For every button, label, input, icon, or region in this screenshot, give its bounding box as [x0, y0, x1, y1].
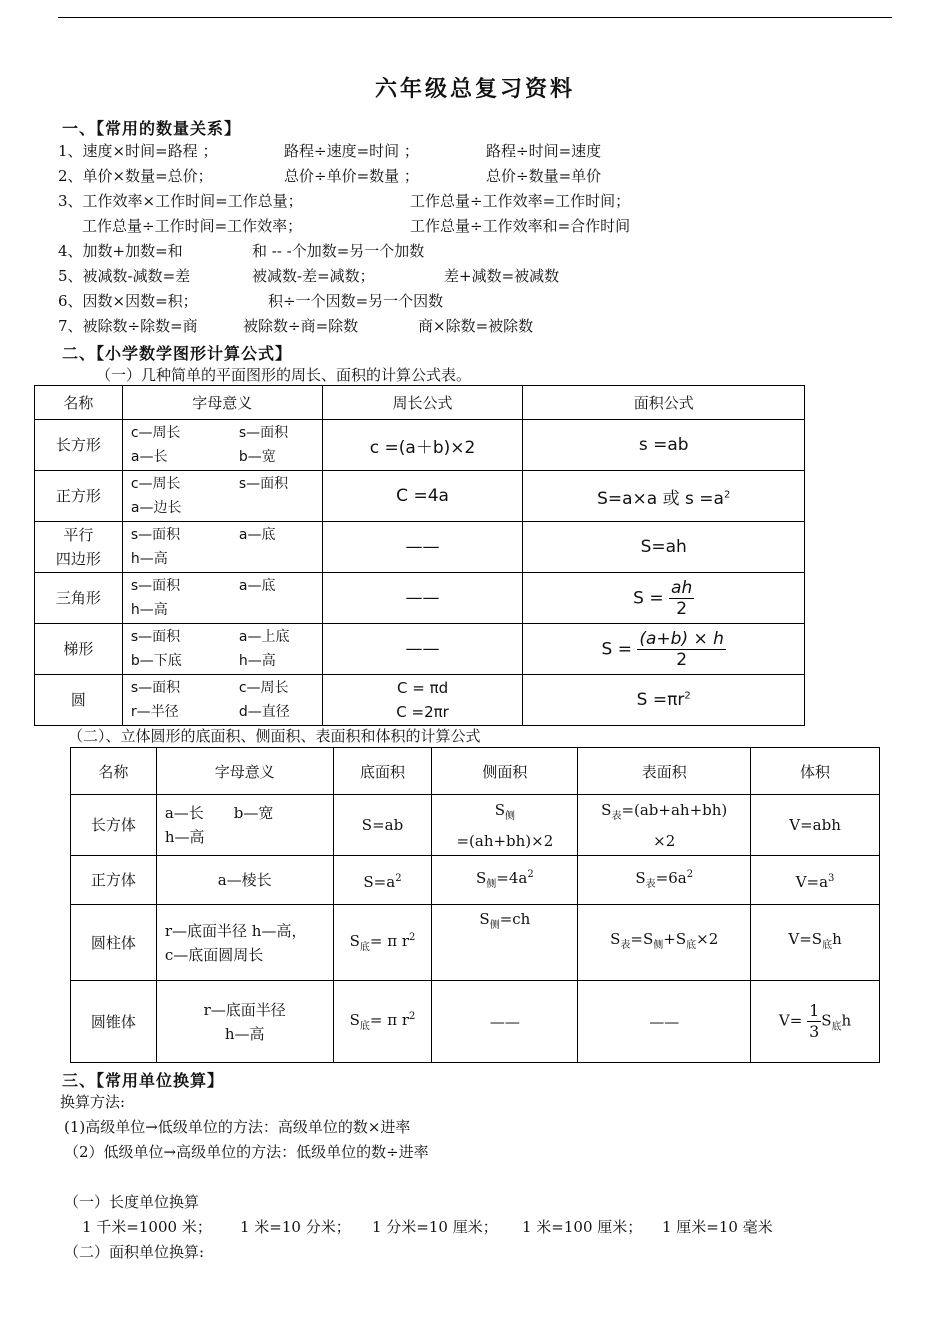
table-row	[71, 981, 880, 1063]
relation-line-1c: 路程÷时间=速度	[486, 142, 602, 160]
length-title: （一）长度单位换算	[64, 1193, 200, 1211]
relation-line-4b: 和 -- -个加数=另一个加数	[252, 242, 425, 260]
length-item: 1 千米=1000 米；	[82, 1218, 212, 1236]
table-row	[35, 624, 805, 675]
solid-name: 长方体	[71, 795, 157, 856]
perimeter-formula: ——	[322, 624, 523, 675]
table2-caption: （二）、立体圆形的底面积、侧面积、表面积和体积的计算公式	[68, 727, 481, 745]
side-area: $S_侧=ch$	[432, 905, 578, 981]
relation-line-7a: 7、被除数÷除数=商	[58, 317, 198, 335]
surface-area: ——	[578, 981, 751, 1063]
table-row	[35, 522, 805, 573]
table1-caption: （一）几种简单的平面图形的周长、面积的计算公式表。	[96, 366, 472, 384]
table-header-row	[71, 748, 880, 795]
method-1: (1)高级单位→低级单位的方法：高级单位的数×进率	[64, 1118, 411, 1136]
volume: $V=a^3$	[751, 856, 880, 905]
table-row	[35, 471, 805, 522]
shape-name: 长方形	[35, 420, 123, 471]
side-area: $S_侧=4a^2$	[432, 856, 578, 905]
relation-line-5a: 5、被减数-减数=差	[58, 267, 191, 285]
letter-meaning: s—面积 a—底 h—高	[122, 573, 322, 624]
base-area: $S_底= \pi$ $r^2$	[333, 905, 432, 981]
perimeter-formula: C =4a	[322, 471, 523, 522]
header-letters: 字母意义	[122, 386, 322, 420]
header-base-area: 底面积	[333, 748, 432, 795]
perimeter-formula: C = πd C =2πr	[322, 675, 523, 726]
solid-name: 圆锥体	[71, 981, 157, 1063]
header-perimeter: 周长公式	[322, 386, 523, 420]
header-volume: 体积	[751, 748, 880, 795]
letter-meaning: r—底面半径 h—高， c—底面圆周长	[156, 905, 333, 981]
shape-name: 平行 四边形	[35, 522, 123, 573]
relation-line-2b: 总价÷单价=数量 ；	[284, 167, 419, 185]
relation-line-3b: 工作总量÷工作效率=工作时间；	[410, 192, 631, 210]
area-unit-title: （二）面积单位换算:	[64, 1243, 205, 1261]
side-area: ——	[432, 981, 578, 1063]
table-row	[71, 795, 880, 856]
shape-name: 圆	[35, 675, 123, 726]
method-title: 换算方法:	[60, 1093, 126, 1111]
area-formula: S=a×a 或 $s =a^2$	[523, 471, 805, 522]
relation-line-1b: 路程÷速度=时间 ；	[284, 142, 419, 160]
base-area: S=ab	[333, 795, 432, 856]
relation-line-6a: 6、因数×因数=积；	[58, 292, 198, 310]
shape-name: 三角形	[35, 573, 123, 624]
table-header-row	[35, 386, 805, 420]
relation-line-5c: 差+减数=被减数	[444, 267, 560, 285]
surface-area: $S_表=6a^2$	[578, 856, 751, 905]
side-area: $S_侧$ =(ah+bh)×2	[432, 795, 578, 856]
header-side-area: 侧面积	[432, 748, 578, 795]
perimeter-formula: c =(a＋b)×2	[322, 420, 523, 471]
section3-heading: 三、【常用单位换算】	[62, 1071, 225, 1090]
letter-meaning: s—面积 a—上底 b—下底 h—高	[122, 624, 322, 675]
header-surface-area: 表面积	[578, 748, 751, 795]
header-name: 名称	[71, 748, 157, 795]
letter-meaning: s—面积 c—周长 r—半径 d—直径	[122, 675, 322, 726]
relation-line-2c: 总价÷数量=单价	[486, 167, 602, 185]
solid-name: 正方体	[71, 856, 157, 905]
letter-meaning: c—周长 s—面积 a—长 b—宽	[122, 420, 322, 471]
relation-line-7b: 被除数÷商=除数	[243, 317, 359, 335]
relation-line-6b: 积÷一个因数=另一个因数	[268, 292, 444, 310]
solid-name: 圆柱体	[71, 905, 157, 981]
relation-line-5b: 被减数-差=减数；	[252, 267, 375, 285]
relation-line-3a: 3、工作效率×工作时间=工作总量；	[58, 192, 303, 210]
length-item: 1 分米=10 厘米；	[372, 1218, 498, 1236]
top-rule	[58, 17, 892, 18]
section1-heading: 一、【常用的数量关系】	[62, 119, 242, 138]
volume: V= $\frac{1}{3}$ $S_底h$	[751, 981, 880, 1063]
volume: V=abh	[751, 795, 880, 856]
section2-heading: 二、【小学数学图形计算公式】	[62, 344, 293, 363]
relation-line-7c: 商×除数=被除数	[418, 317, 534, 335]
table-row	[35, 420, 805, 471]
letter-meaning: a—长 b—宽 h—高	[156, 795, 333, 856]
relation-line-3c: 工作总量÷工作时间=工作效率；	[82, 217, 303, 235]
table-row	[35, 573, 805, 624]
table-row	[71, 905, 880, 981]
shape-name: 梯形	[35, 624, 123, 675]
perimeter-formula: ——	[322, 573, 523, 624]
length-item: 1 厘米=10 毫米	[662, 1218, 773, 1236]
letter-meaning: s—面积 a—底 h—高	[122, 522, 322, 573]
plane-figure-table	[34, 385, 805, 726]
relation-line-4a: 4、加数+加数=和	[58, 242, 183, 260]
area-formula: S = $\frac{(a+b) \times h}{2}$	[523, 624, 805, 675]
relation-line-1a: 1、速度×时间=路程 ；	[58, 142, 218, 160]
perimeter-formula: ——	[322, 522, 523, 573]
header-area: 面积公式	[523, 386, 805, 420]
shape-name: 正方形	[35, 471, 123, 522]
table-row	[71, 856, 880, 905]
relation-line-3d: 工作总量÷工作效率和=合作时间	[410, 217, 631, 235]
letter-meaning: r—底面半径 h—高	[156, 981, 333, 1063]
table-row	[35, 675, 805, 726]
base-area: $S=a^2$	[333, 856, 432, 905]
page-title: 六年级总复习资料	[374, 76, 575, 102]
surface-area: $S_表=S_侧+S_底\times 2$	[578, 905, 751, 981]
area-formula: $S =\pi r^2$	[523, 675, 805, 726]
area-formula: s =ab	[523, 420, 805, 471]
surface-area: $S_表=(ab+ah+bh)$ ×2	[578, 795, 751, 856]
length-item: 1 米=100 厘米；	[522, 1218, 643, 1236]
length-item: 1 米=10 分米；	[240, 1218, 351, 1236]
header-letters: 字母意义	[156, 748, 333, 795]
relation-line-2a: 2、单价×数量=总价；	[58, 167, 213, 185]
area-formula: S=ah	[523, 522, 805, 573]
solid-figure-table	[70, 747, 880, 1063]
method-2: （2）低级单位→高级单位的方法：低级单位的数÷进率	[64, 1143, 429, 1161]
volume: $V=S_底h$	[751, 905, 880, 981]
letter-meaning: a—棱长	[156, 856, 333, 905]
base-area: $S_底= \pi$ $r^2$	[333, 981, 432, 1063]
header-name: 名称	[35, 386, 123, 420]
area-formula: S = $\frac{ah}{2}$	[523, 573, 805, 624]
letter-meaning: c—周长 s—面积 a—边长	[122, 471, 322, 522]
